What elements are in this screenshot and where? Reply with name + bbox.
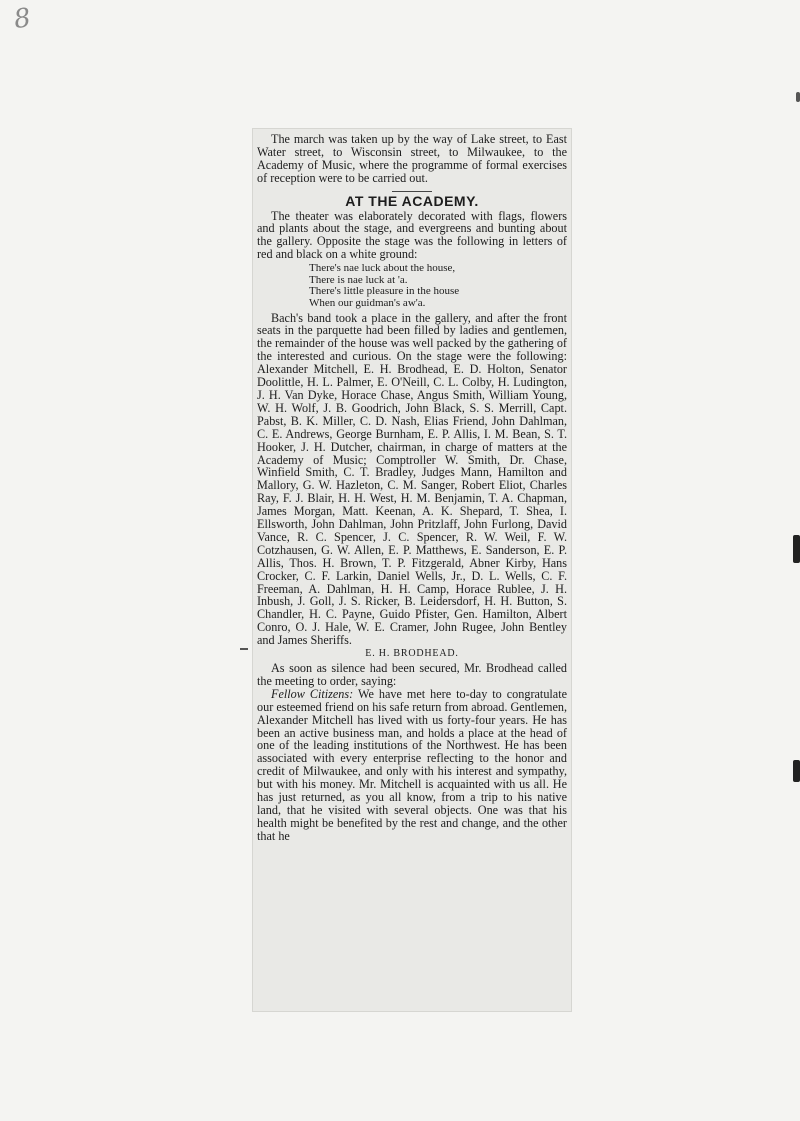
edge-scan-mark bbox=[793, 760, 800, 782]
verse-line: There is nae luck at 'a. bbox=[309, 273, 408, 286]
speech-text: We have met here to-day to congratulate our esteemed friend on his safe return from abroad. Gentlemen, Alexander Mitchell has lived with us forty-four years. He has been an active business man, and holds a place at the head of one of the leading institutions of the Northwest. He has been associated with every enterprise reflecting to the honor and credit of Milwaukee, and only with his interest and sympathy, but with his money. Mr. Mitchell is acquainted with us all. He has just returned, as you all know, from a trip to his native land, that he visited with several objects. One was that his health might be benefited by the rest and change, and the other that he bbox=[257, 686, 567, 843]
page-number: 8 bbox=[11, 2, 33, 36]
speaker-subheading: E. H. BRODHEAD. bbox=[365, 648, 459, 660]
speech-paragraph bbox=[257, 688, 567, 843]
verse-line: There's little pleasure in the house bbox=[309, 285, 460, 298]
article-column bbox=[252, 128, 572, 843]
intro-paragraph: The march was taken up by the way of Lake street, to East Water street, to Wisconsin street, to Milwaukee, to the Academy of Music, where the programme of formal exercises of reception were to be carried out. bbox=[257, 132, 567, 185]
newspaper-clipping bbox=[252, 128, 572, 1012]
verse-line: There's nae luck about the house, bbox=[309, 262, 456, 275]
call-to-order-paragraph: As soon as silence had been secured, Mr. Brodhead called the meeting to order, saying: bbox=[257, 661, 567, 688]
margin-pencil-mark bbox=[240, 648, 248, 650]
decoration-paragraph: The theater was elaborately decorated with flags, flowers and plants about the stage, and evergreens and bunting about the gallery. Opposite the stage was the following in letters of red and black on a white ground: bbox=[257, 208, 567, 262]
verse-block bbox=[309, 263, 567, 309]
edge-scan-mark bbox=[793, 535, 800, 563]
verse-line: When our guidman's aw'a. bbox=[309, 296, 426, 309]
section-heading: AT THE ACADEMY. bbox=[257, 191, 567, 208]
attendees-paragraph: Bach's band took a place in the gallery, and after the front seats in the parquette had been filled by ladies and gentlemen, the remainder of the house was well packed by the gathering of the interested and curious. On the stage were the following: Alexander Mitchell, E. H. Brodhead, E. D. Holton, Senator Doolittle, H. L. Palmer, E. O'Neill, C. L. Colby, H. Ludington, J. H. Van Dyke, Horace Chase, Angus Smith, William Young, W. H. Wolf, J. B. Goodrich, John Black, S. S. Merrill, Capt. Pabst, B. K. Miller, C. D. Nash, Elias Friend, John Dahlman, C. E. Andrews, George Burnham, E. P. Allis, I. M. Bean, S. T. Hooker, J. H. Dutcher, chairman, in charge of matters at the Academy of Music; Comptroller W. Smith, Dr. Chase, Winfield Smith, C. T. Bradley, Judges Mann, Hamilton and Mallory, G. W. Hazleton, C. M. Sanger, Robert Eliot, Charles Ray, F. J. Blair, H. H. West, H. M. Benjamin, T. A. Chapman, James Morgan, Matt. Keenan, A. K. Shepard, T. Shea, I. Ellsworth, John Dahlman, John Pritzlaff, John Furlong, David Vance, R. C. Spencer, J. C. Spencer, R. W. Weil, F. W. Cotzhausen, G. W. Allen, E. P. Matthews, E. Sanderson, E. P. Allis, Thos. H. Brown, T. P. Fitzgerald, Abner Kirby, Hans Crocker, C. F. Larkin, Daniel Wells, Jr., D. L. Wells, C. F. Freeman, A. Dahlman, H. H. Camp, Horace Rublee, J. H. Inbush, J. Goll, J. S. Ricker, B. Leidersdorf, H. H. Button, S. Chandler, H. C. Payne, Guido Pfister, Gen. Hamilton, Albert Conro, O. J. Hale, W. E. Cramer, John Rugee, John Bentley and James Sheriffs. bbox=[257, 310, 567, 648]
speech-salutation: Fellow Citizens: bbox=[271, 686, 354, 701]
edge-scan-mark bbox=[796, 92, 800, 102]
